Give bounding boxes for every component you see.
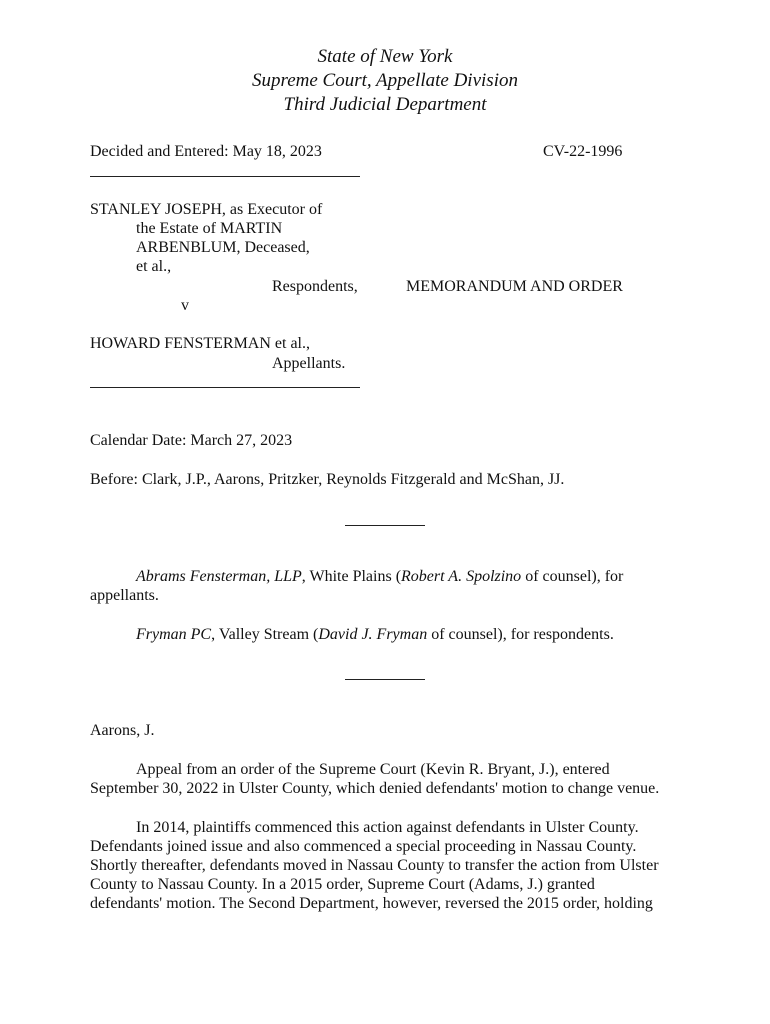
caption-bottom-rule (90, 387, 360, 388)
counsel-appellants-firm: Abrams Fensterman, LLP (136, 568, 302, 585)
counsel-respondents (136, 625, 614, 644)
document-title: MEMORANDUM AND ORDER (406, 278, 623, 295)
counsel-respondents-role: of counsel), for respondents. (427, 626, 614, 643)
party1-line2: the Estate of MARTIN (136, 220, 283, 237)
para1-line2: September 30, 2022 in Ulster County, which denied defendants' motion to change venue. (90, 780, 660, 797)
party1-line1: STANLEY JOSEPH, as Executor of (90, 201, 323, 218)
counsel-appellants-cont: appellants. (90, 587, 159, 604)
counsel-respondents-firm: Fryman PC (136, 626, 212, 643)
court-heading-state: State of New York (317, 46, 453, 67)
caption-top-rule (90, 176, 360, 177)
party1-line4: et al., (136, 258, 172, 275)
party1-line3: ARBENBLUM, Deceased, (136, 239, 310, 256)
decided-date: Decided and Entered: May 18, 2023 (90, 143, 322, 160)
court-heading-division: Supreme Court, Appellate Division (252, 70, 518, 91)
respondents-label: Respondents, (272, 278, 358, 295)
para2-line4: County to Nassau County. In a 2015 order, Supreme Court (Adams, J.) granted (90, 876, 595, 893)
para2-line2: Defendants joined issue and also commenced a special proceeding in Nassau County. (90, 838, 637, 855)
calendar-date: Calendar Date: March 27, 2023 (90, 432, 293, 449)
docket-number: CV-22-1996 (543, 143, 623, 160)
counsel-appellants-attorney: Robert A. Spolzino (401, 568, 522, 585)
opinion-author: Aarons, J. (90, 722, 155, 739)
counsel-appellants (136, 567, 623, 586)
counsel-appellants-location: , White Plains ( (301, 568, 402, 585)
counsel-respondents-attorney: David J. Fryman (318, 626, 428, 643)
versus-label: v (181, 297, 189, 314)
party2-name: HOWARD FENSTERMAN et al., (90, 335, 310, 352)
para2-line3: Shortly thereafter, defendants moved in Nassau County to transfer the action from Ulster (90, 857, 659, 874)
counsel-respondents-location: , Valley Stream ( (211, 626, 319, 643)
appellants-label: Appellants. (272, 355, 346, 372)
court-heading-department: Third Judicial Department (283, 94, 487, 115)
section-divider-2 (345, 679, 425, 680)
counsel-appellants-role: of counsel), for (521, 568, 624, 585)
panel-judges: Before: Clark, J.P., Aarons, Pritzker, Reynolds Fitzgerald and McShan, JJ. (90, 471, 565, 488)
para2-line1: In 2014, plaintiffs commenced this action against defendants in Ulster County. (136, 819, 639, 836)
section-divider-1 (345, 525, 425, 526)
para2-line5: defendants' motion. The Second Department, however, reversed the 2015 order, holding (90, 895, 653, 912)
para1-line1: Appeal from an order of the Supreme Court (Kevin R. Bryant, J.), entered (136, 761, 610, 778)
